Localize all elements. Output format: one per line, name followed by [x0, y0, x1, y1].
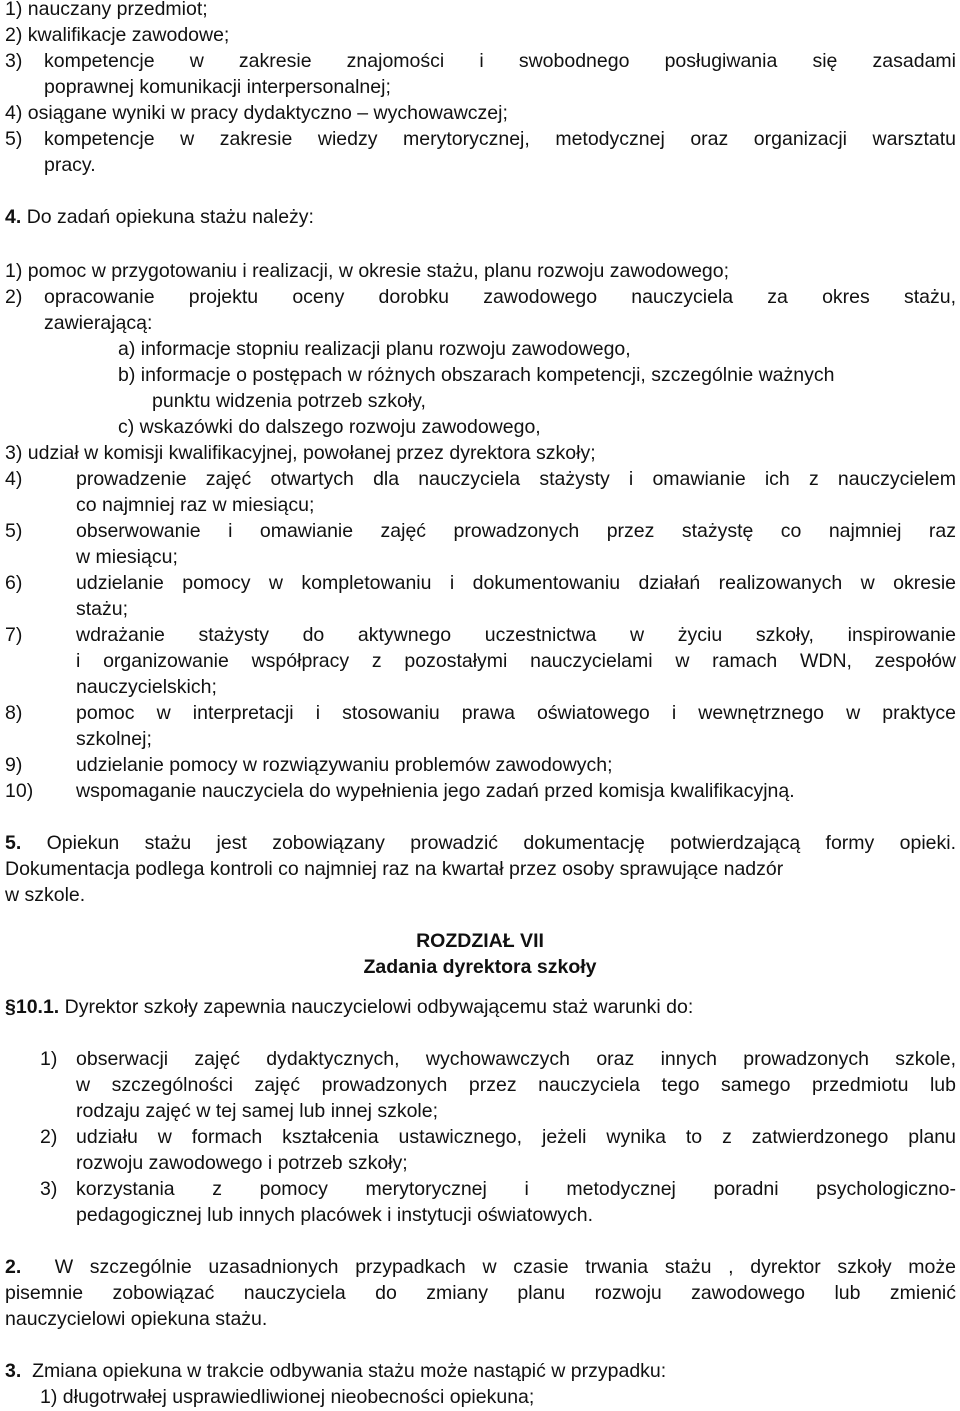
list-item-text: wdrażanie stażysty do aktywnego uczestnictwa w życiu szkoły, inspirowanie: [76, 624, 956, 646]
sub-item: b) informacje o postępach w różnych obszarach kompetencji, szczególnie ważnych: [118, 364, 835, 386]
list-item-text: obserwacji zajęć dydaktycznych, wychowawczych oraz innych prowadzonych szkole,: [76, 1048, 956, 1070]
list-item-num: 2): [40, 1126, 58, 1148]
list-item-text: pomoc w interpretacji i stosowaniu prawa oświatowego i wewnętrznego w praktyce: [76, 702, 956, 724]
list-item-text: udzielanie pomocy w kompletowaniu i dokumentowaniu działań realizowanych w okresie: [76, 572, 956, 594]
list-item-text: pedagogicznej lub innych placówek i instytucji oświatowych.: [76, 1204, 594, 1226]
list-item: 1) pomoc w przygotowaniu i realizacji, w okresie stażu, planu rozwoju zawodowego;: [5, 260, 730, 282]
list-item-num: 1): [40, 1048, 58, 1070]
paragraph: 3. Zmiana opiekuna w trakcie odbywania stażu może nastąpić w przypadku:: [5, 1360, 667, 1382]
list-item-num: 2): [5, 286, 23, 308]
list-item-text: prowadzenie zajęć otwartych dla nauczyciela stażysty i omawianie ich z nauczycielem: [76, 468, 956, 490]
chapter-subtitle: Zadania dyrektora szkoły: [363, 956, 597, 978]
list-item-num: 6): [5, 572, 23, 594]
list-item-text: szkolnej;: [76, 728, 152, 750]
paragraph: 5. Opiekun stażu jest zobowiązany prowadzić dokumentację potwierdzającą formy opieki.: [5, 832, 957, 854]
list-item-text: opracowanie projektu oceny dorobku zawodowego nauczyciela za okres stażu,: [44, 286, 956, 308]
list-item: 1) długotrwałej usprawiedliwionej nieobecności opiekuna;: [40, 1386, 535, 1408]
paragraph-line: pisemnie zobowiązać nauczyciela do zmiany planu rozwoju zawodowego lub zmienić: [5, 1282, 956, 1304]
sub-item: a) informacje stopniu realizacji planu rozwoju zawodowego,: [118, 338, 631, 360]
list-item: 2) kwalifikacje zawodowe;: [5, 24, 230, 46]
list-item-num: 5): [5, 128, 23, 150]
list-item-text: stażu;: [76, 598, 129, 620]
list-item-text: obserwowanie i omawianie zajęć prowadzonych przez stażystę co najmniej raz: [76, 520, 956, 542]
paragraph: §10.1. Dyrektor szkoły zapewnia nauczycielowi odbywającemu staż warunki do:: [5, 996, 694, 1018]
list-item-num: 3): [40, 1178, 58, 1200]
list-item-text: kompetencje w zakresie wiedzy merytorycznej, metodycznej oraz organizacji warsztatu: [44, 128, 956, 150]
list-item-text: rodzaju zajęć w tej samej lub innej szkole;: [76, 1100, 439, 1122]
paragraph: 2. W szczególnie uzasadnionych przypadkach w czasie trwania stażu , dyrektor szkoły może: [5, 1256, 956, 1278]
list-item-num: 9): [5, 754, 23, 776]
list-item-text: wspomaganie nauczyciela do wypełnienia jego zadań przed komisja kwalifikacyjną.: [76, 780, 795, 802]
list-item-text: w miesiącu;: [76, 546, 178, 568]
list-item-text: udziału w formach kształcenia ustawicznego, jeżeli wynika to z zatwierdzonego planu: [76, 1126, 956, 1148]
list-item-text: rozwoju zawodowego i potrzeb szkoły;: [76, 1152, 408, 1174]
list-item-text: co najmniej raz w miesiącu;: [76, 494, 315, 516]
section-heading: 4. Do zadań opiekuna stażu należy:: [5, 206, 314, 228]
paragraph-line: nauczycielowi opiekuna stażu.: [5, 1308, 268, 1330]
list-item-text: w szczególności zajęć prowadzonych przez nauczyciela tego samego przedmiotu lub: [76, 1074, 956, 1096]
list-item-num: 7): [5, 624, 23, 646]
list-item-num: 3): [5, 50, 23, 72]
list-item-text: korzystania z pomocy merytorycznej i metodycznej poradni psychologiczno-: [76, 1178, 956, 1200]
list-item-text: kompetencje w zakresie znajomości i swobodnego posługiwania się zasadami: [44, 50, 956, 72]
list-item-text: udzielanie pomocy w rozwiązywaniu problemów zawodowych;: [76, 754, 613, 776]
list-item-num: 4): [5, 468, 23, 490]
list-item-text: i organizowanie współpracy z pozostałymi nauczycielami w ramach WDN, zespołów: [76, 650, 956, 672]
list-item: 3) udział w komisji kwalifikacyjnej, powołanej przez dyrektora szkoły;: [5, 442, 596, 464]
list-item-num: 5): [5, 520, 23, 542]
paragraph-line: Dokumentacja podlega kontroli co najmniej raz na kwartał przez osoby sprawujące nadzór: [5, 858, 784, 880]
list-item-num: 8): [5, 702, 23, 724]
chapter-title: ROZDZIAŁ VII: [416, 930, 544, 952]
sub-item-text: punktu widzenia potrzeb szkoły,: [152, 390, 426, 412]
list-item: 4) osiągane wyniki w pracy dydaktyczno – wychowawczej;: [5, 102, 508, 124]
list-item-text: pracy.: [44, 154, 96, 176]
paragraph-line: w szkole.: [5, 884, 86, 906]
list-item-num: 10): [5, 780, 34, 802]
list-item-text: nauczycielskich;: [76, 676, 217, 698]
sub-item: c) wskazówki do dalszego rozwoju zawodowego,: [118, 416, 541, 438]
list-item: 1) nauczany przedmiot;: [5, 0, 208, 20]
list-item-text: zawierającą:: [44, 312, 153, 334]
list-item-text: poprawnej komunikacji interpersonalnej;: [44, 76, 391, 98]
